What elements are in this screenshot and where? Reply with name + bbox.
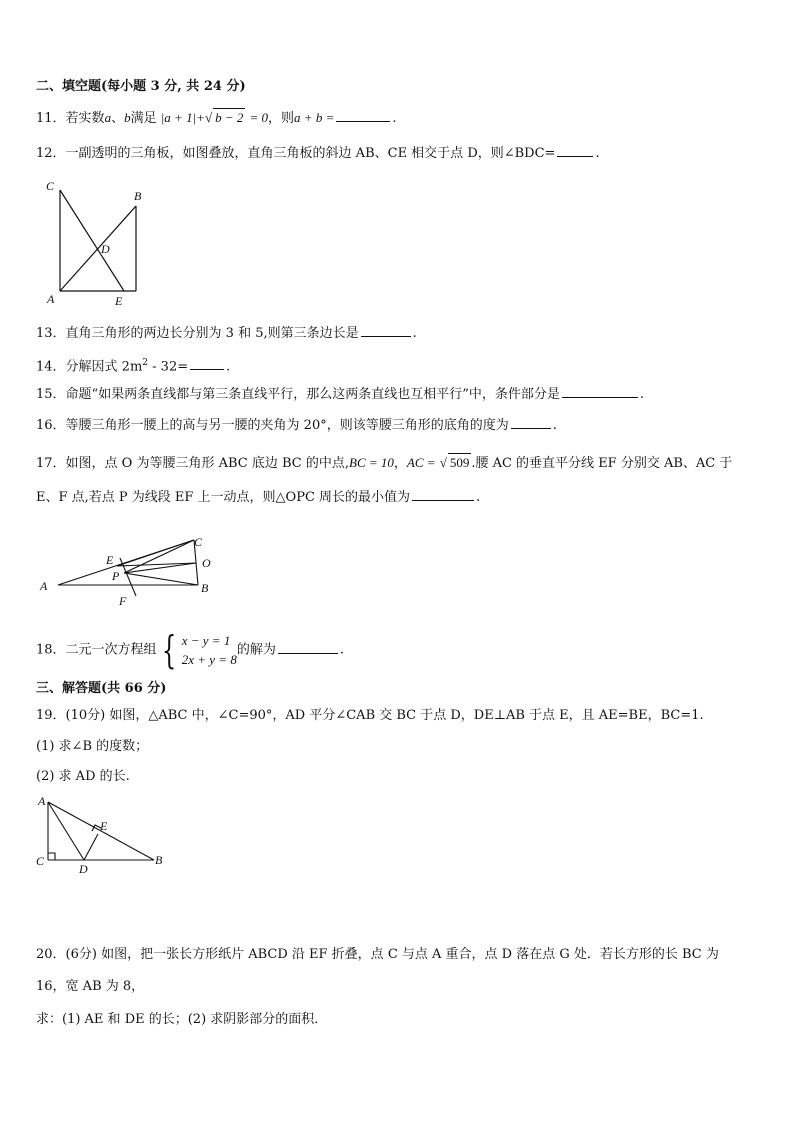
fig17-label-e: E xyxy=(106,553,114,567)
q14-text-2: - 32= xyxy=(148,359,189,375)
fig12-label-c: C xyxy=(46,179,55,193)
fig19-right-angle-c xyxy=(48,853,55,860)
figure-12 xyxy=(40,176,150,308)
fig17-seg-ec xyxy=(117,540,194,566)
q13-text: 13．直角三角形的两边长分别为 3 和 5,则第三条边长是 xyxy=(36,326,359,341)
question-12 xyxy=(36,144,600,163)
fig19-label-d: D xyxy=(79,862,88,876)
q15-answer-blank[interactable] xyxy=(562,385,638,398)
q18-equation-1: x − y = 1 xyxy=(181,633,231,648)
q16-answer-blank[interactable] xyxy=(511,416,551,429)
q14-end: . xyxy=(226,359,231,375)
question-20-line-3: 求：(1) AE 和 DE 的长；(2) 求阴影部分的面积． xyxy=(36,1012,328,1027)
q17-ac: AC = xyxy=(406,455,436,470)
question-19-part-1: (1) 求∠B 的度数； xyxy=(36,739,149,754)
q11-number: 11． xyxy=(36,111,66,126)
question-20-line-1: 20．(6分) 如图，把一张长方形纸片 ABCD 沿 EF 折叠，点 C 与点 A 重合，点 D 落在点 G 处．若长方形的长 BC 为 xyxy=(36,947,719,962)
q14-exponent: 2 xyxy=(142,358,149,368)
q17-answer-blank[interactable] xyxy=(412,488,474,501)
fig19-label-c: C xyxy=(36,854,45,868)
question-16 xyxy=(36,416,557,435)
question-19: 19．(10分) 如图，△ABC 中，∠C=90°，AD 平分∠CAB 交 BC 于点 D，DE⊥AB 于点 E，且 AE=BE，BC=1. xyxy=(36,708,704,723)
fig12-label-d: D xyxy=(101,242,110,256)
q13-end: . xyxy=(412,326,417,341)
q11-var-b: b xyxy=(124,110,131,125)
section-3-heading: 三、解答题(共 66 分) xyxy=(36,681,167,696)
q11-eq: = 0 xyxy=(249,110,269,125)
q11-expr: a + b = xyxy=(294,110,335,125)
fig19-label-b: B xyxy=(155,853,163,867)
figure-17 xyxy=(36,528,226,610)
q17-comma: ， xyxy=(393,456,407,471)
q11-sqrt: b − 2 xyxy=(215,110,244,125)
fig17-label-c: C xyxy=(194,535,203,549)
q12-end: . xyxy=(595,146,600,161)
question-15 xyxy=(36,385,644,404)
q17-end: . xyxy=(476,490,481,505)
q17-text-1: 17．如图，点 O 为等腰三角形 ABC 底边 BC 的中点, xyxy=(36,456,349,471)
q11-plus: + xyxy=(196,110,205,125)
q11-sep: 、 xyxy=(111,111,125,126)
question-20-line-2: 16，宽 AB 为 8， xyxy=(36,979,145,994)
q14-answer-blank[interactable] xyxy=(190,357,224,370)
fig19-seg-de xyxy=(84,834,98,860)
fig17-label-p: P xyxy=(112,569,120,583)
fig12-label-a: A xyxy=(47,292,55,306)
q17-text-3: E、F 点,若点 P 为线段 EF 上一动点，则△OPC 周长的最小值为 xyxy=(36,490,411,505)
q16-end: . xyxy=(552,418,557,433)
q11-text-1: 若实数 xyxy=(65,111,105,126)
q18-equation-system: { x − y = 1 2x + y = 8 xyxy=(161,628,237,672)
fig17-label-b: B xyxy=(201,581,209,595)
fig12-line-ab xyxy=(60,206,136,291)
question-19-part-2: (2) 求 AD 的长. xyxy=(36,769,130,784)
q13-answer-blank[interactable] xyxy=(361,324,411,337)
fig17-label-f: F xyxy=(119,594,127,608)
fig17-label-o: O xyxy=(202,556,211,570)
q15-text: 15．命题“如果两条直线都与第三条直线平行，那么这两条直线也互相平行”中，条件部分是 xyxy=(36,387,560,402)
question-18 xyxy=(36,628,344,672)
q18-text-1: 18．二元一次方程组 xyxy=(36,642,157,658)
q18-equation-2: 2x + y = 8 xyxy=(181,652,237,667)
q18-answer-blank[interactable] xyxy=(278,641,338,654)
q15-end: . xyxy=(639,387,644,402)
question-14 xyxy=(36,354,230,376)
q17-bc: BC = 10 xyxy=(349,455,394,470)
fig12-label-b: B xyxy=(134,189,142,203)
question-17-line-2 xyxy=(36,488,480,507)
fig17-seg-pb xyxy=(124,573,198,585)
q11-abs: |a + 1| xyxy=(160,110,197,125)
q12-answer-blank[interactable] xyxy=(557,144,593,157)
section-2-heading: 二、填空题(每小题 3 分, 共 24 分) xyxy=(36,79,246,94)
q11-end: . xyxy=(392,111,397,126)
q18-end: . xyxy=(339,642,344,658)
fig19-label-e: E xyxy=(100,819,108,833)
q18-text-2: 的解为 xyxy=(236,642,276,658)
question-13 xyxy=(36,324,417,343)
question-11: 11．若实数a、b满足 |a + 1|+√ b − 2 = 0，则a + b = . xyxy=(36,110,397,126)
q11-text-3: ，则 xyxy=(268,111,295,126)
q17-text-2: .腰 AC 的垂直平分线 EF 分别交 AB、AC 于 xyxy=(471,456,733,471)
figure-19 xyxy=(34,794,170,876)
fig19-label-a: A xyxy=(38,794,46,808)
fig12-line-ce xyxy=(60,190,124,291)
q14-text: 14．分解因式 2m xyxy=(36,359,143,375)
q12-text: 12．一副透明的三角板，如图叠放，直角三角板的斜边 AB、CE 相交于点 D，则∠BDC= xyxy=(36,146,556,161)
q11-text-2: 满足 xyxy=(130,111,157,126)
fig19-seg-ad xyxy=(48,802,84,860)
q16-text: 16．等腰三角形一腰上的高与另一腰的夹角为 20°，则该等腰三角形的底角的度为 xyxy=(36,418,509,433)
question-17-line-1: 17．如图，点 O 为等腰三角形 ABC 底边 BC 的中点,BC = 10，AC = √ 509 .腰 AC 的垂直平分线 EF 分别交 AB、AC 于 xyxy=(36,455,733,471)
q11-var-a: a xyxy=(104,110,112,125)
q17-sqrt: 509 xyxy=(449,455,470,470)
q11-answer-blank[interactable] xyxy=(336,109,390,122)
fig17-line-ef xyxy=(120,558,136,596)
fig17-label-a: A xyxy=(40,579,48,593)
fig12-label-e: E xyxy=(115,294,123,308)
